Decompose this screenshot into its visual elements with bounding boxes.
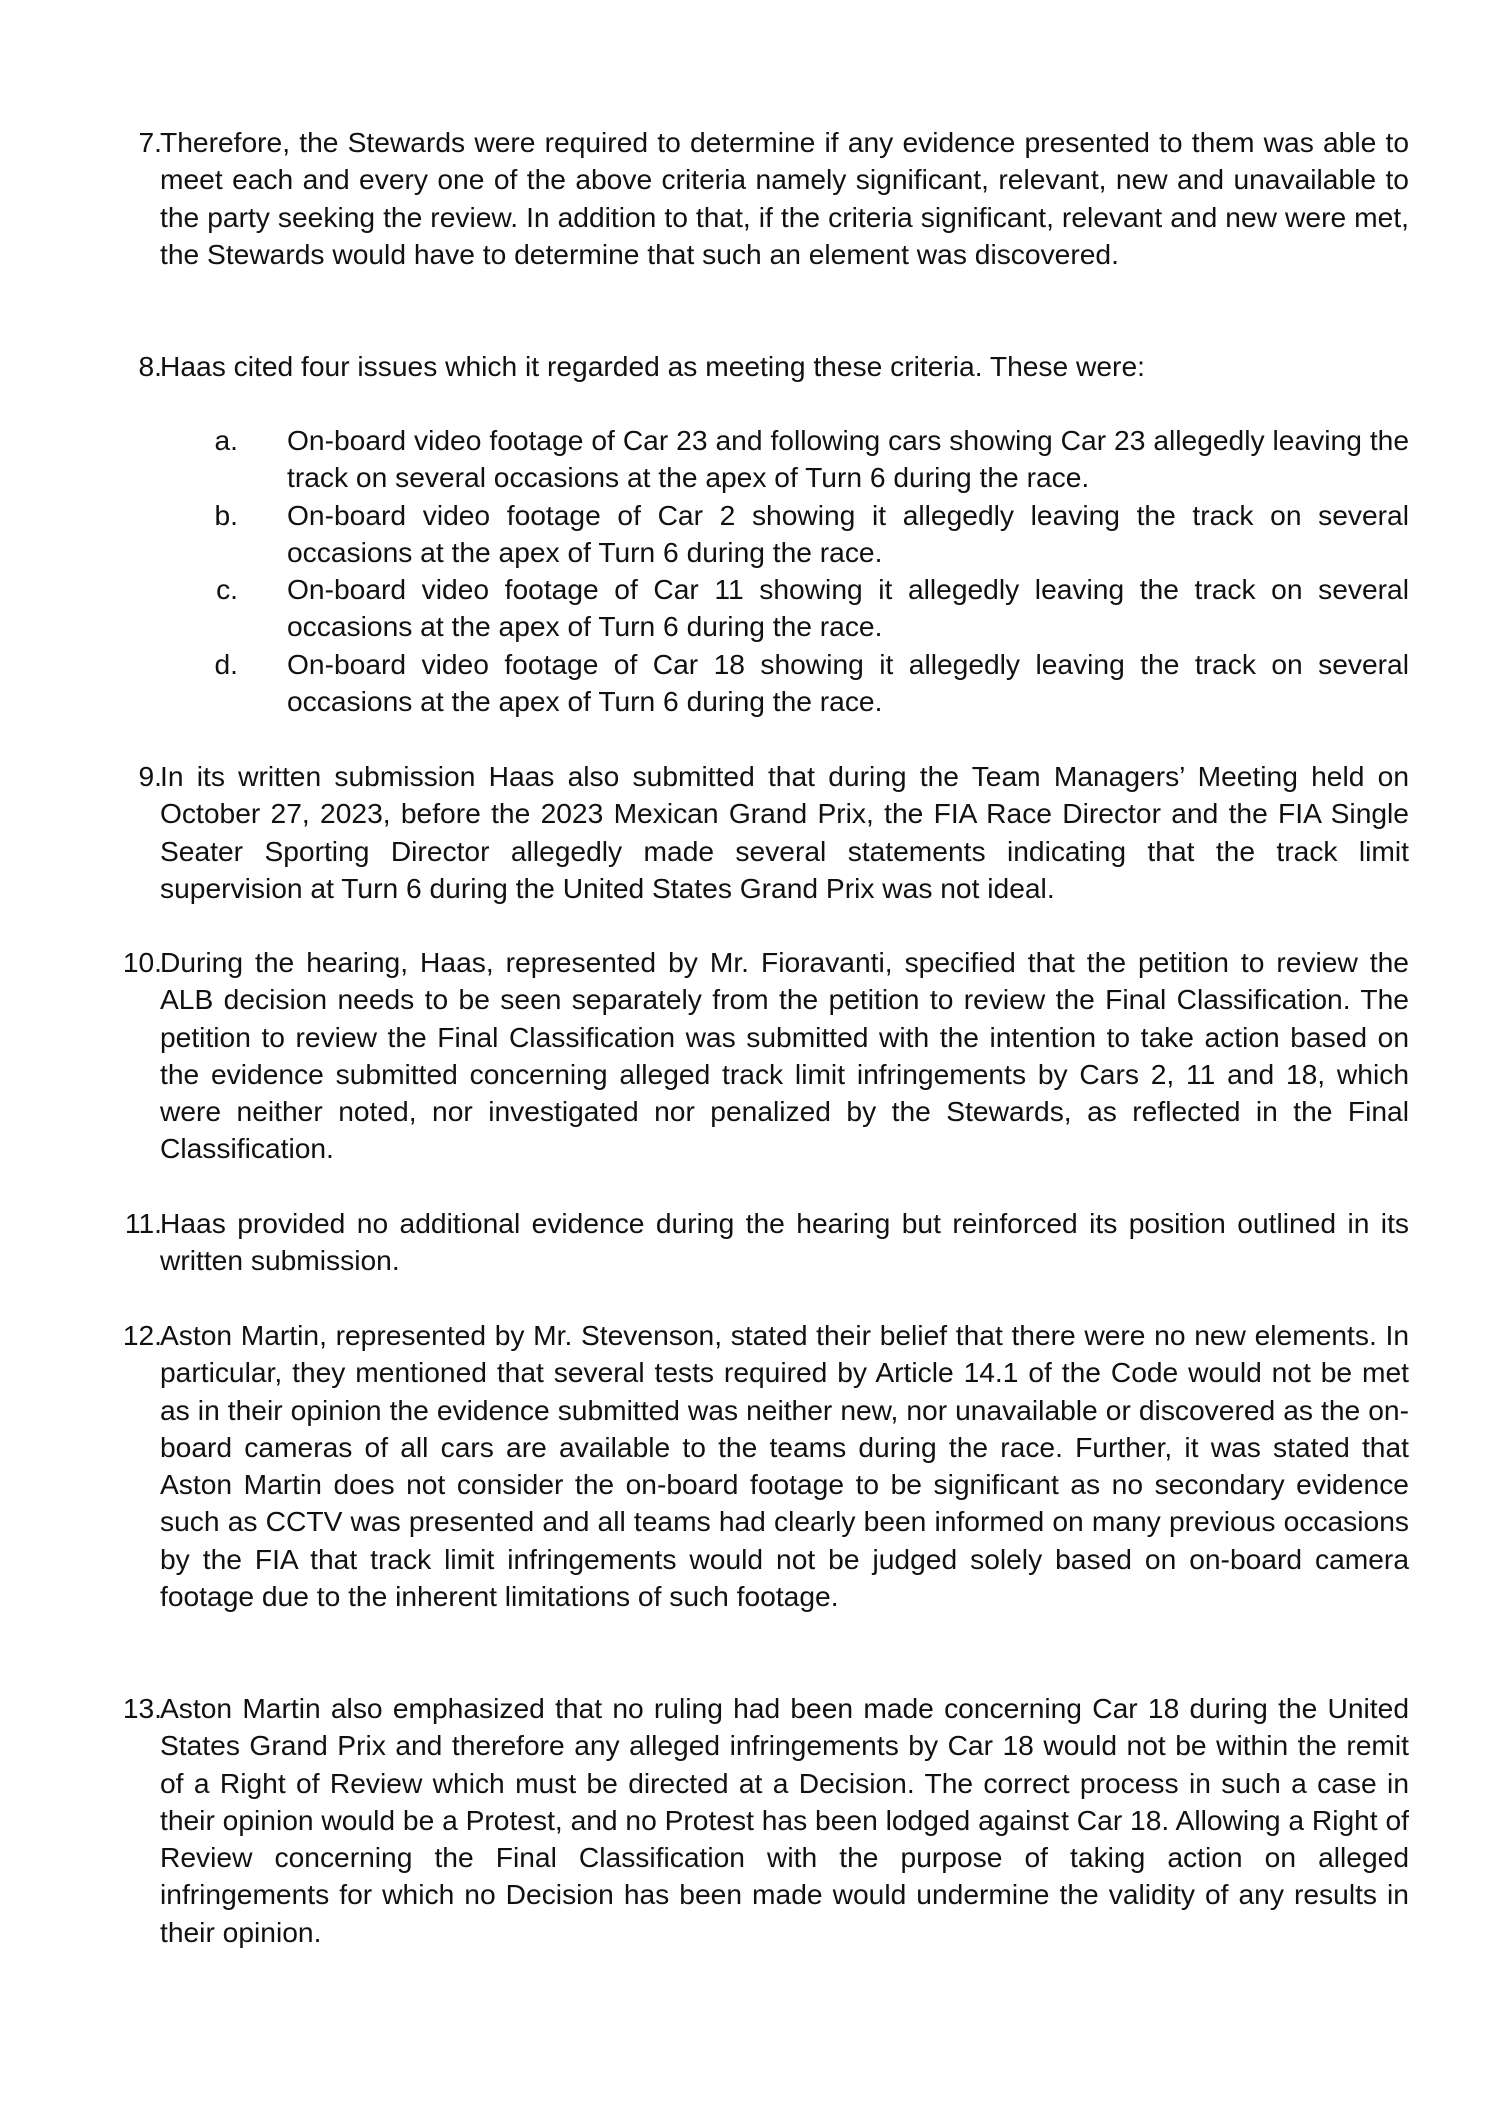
issue-item-c [212,571,1409,646]
paragraph-text: Aston Martin, represented by Mr. Stevenson, stated their belief that there were no new elements. In particular, they mentioned that several tests required by Article 14.1 of the Code would not be met as in their opinion the evidence submitted was neither new, nor unavailable or discovered as the on-board cameras of all cars are available to the teams during the race. Further, it was stated that Aston Martin does not consider the on-board footage to be significant as no secondary evidence such as CCTV was presented and all teams had clearly been informed on many previous occasions by the FIA that track limit infringements would not be judged solely based on on-board camera footage due to the inherent limitations of such footage. [160,1319,1409,1613]
issue-letter: d. [214,648,238,680]
paragraph-7 [108,124,1409,273]
paragraph-8 [108,348,1409,385]
issue-text: On-board video footage of Car 18 showing it allegedly leaving the track on several occasions at the apex of Turn 6 during the race. [287,648,1409,718]
paragraph-12 [108,1317,1409,1615]
issue-letter: c. [216,573,238,605]
paragraph-text: Therefore, the Stewards were required to determine if any evidence presented to them was able to meet each and every one of the above criteria namely significant, relevant, new and unavailable to the party seeking the review. In addition to that, if the criteria significant, relevant and new were met, the Stewards would have to determine that such an element was discovered. [160,126,1409,270]
issue-letter: a. [214,424,238,456]
issue-item-b [212,497,1409,572]
paragraph-number: 11. [124,1207,162,1239]
paragraph-9 [108,758,1409,907]
issue-item-d [212,646,1409,721]
paragraph-text: Haas provided no additional evidence during the hearing but reinforced its position outlined in its written submission. [160,1207,1409,1277]
paragraph-text: In its written submission Haas also submitted that during the Team Managers’ Meeting held on October 27, 2023, before the 2023 Mexican Grand Prix, the FIA Race Director and the FIA Single Seater Sporting Director allegedly made several statements indicating that the track limit supervision at Turn 6 during the United States Grand Prix was not ideal. [160,760,1409,904]
paragraph-10 [108,944,1409,1168]
paragraph-text: During the hearing, Haas, represented by Mr. Fioravanti, specified that the petition to review the ALB decision needs to be seen separately from the petition to review the Final Classification. The petition to review the Final Classification was submitted with the intention to take action based on the evidence submitted concerning alleged track limit infringements by Cars 2, 11 and 18, which were neither noted, nor investigated nor penalized by the Stewards, as reflected in the Final Classification. [160,946,1409,1165]
issue-text: On-board video footage of Car 2 showing it allegedly leaving the track on several occasions at the apex of Turn 6 during the race. [287,499,1409,569]
paragraph-number: 10. [122,946,162,978]
issue-item-a [212,422,1409,497]
paragraph-11 [108,1205,1409,1280]
paragraph-text: Aston Martin also emphasized that no ruling had been made concerning Car 18 during the United States Grand Prix and therefore any alleged infringements by Car 18 would not be within the remit of a Right of Review which must be directed at a Decision. The correct process in such a case in their opinion would be a Protest, and no Protest has been lodged against Car 18. Allowing a Right of Review concerning the Final Classification with the purpose of taking action on alleged infringements for which no Decision has been made would undermine the validity of any results in their opinion. [160,1692,1409,1948]
paragraph-number: 13. [122,1692,162,1724]
paragraph-number: 8. [138,350,162,382]
paragraph-number: 7. [138,126,162,158]
paragraph-text: Haas cited four issues which it regarded as meeting these criteria. These were: [160,350,1145,382]
issue-text: On-board video footage of Car 23 and following cars showing Car 23 allegedly leaving the track on several occasions at the apex of Turn 6 during the race. [287,424,1409,494]
paragraph-number: 12. [122,1319,162,1351]
paragraph-number: 9. [138,760,162,792]
issue-letter: b. [214,499,238,531]
issue-text: On-board video footage of Car 11 showing it allegedly leaving the track on several occasions at the apex of Turn 6 during the race. [287,573,1409,643]
paragraph-13 [108,1690,1409,1951]
